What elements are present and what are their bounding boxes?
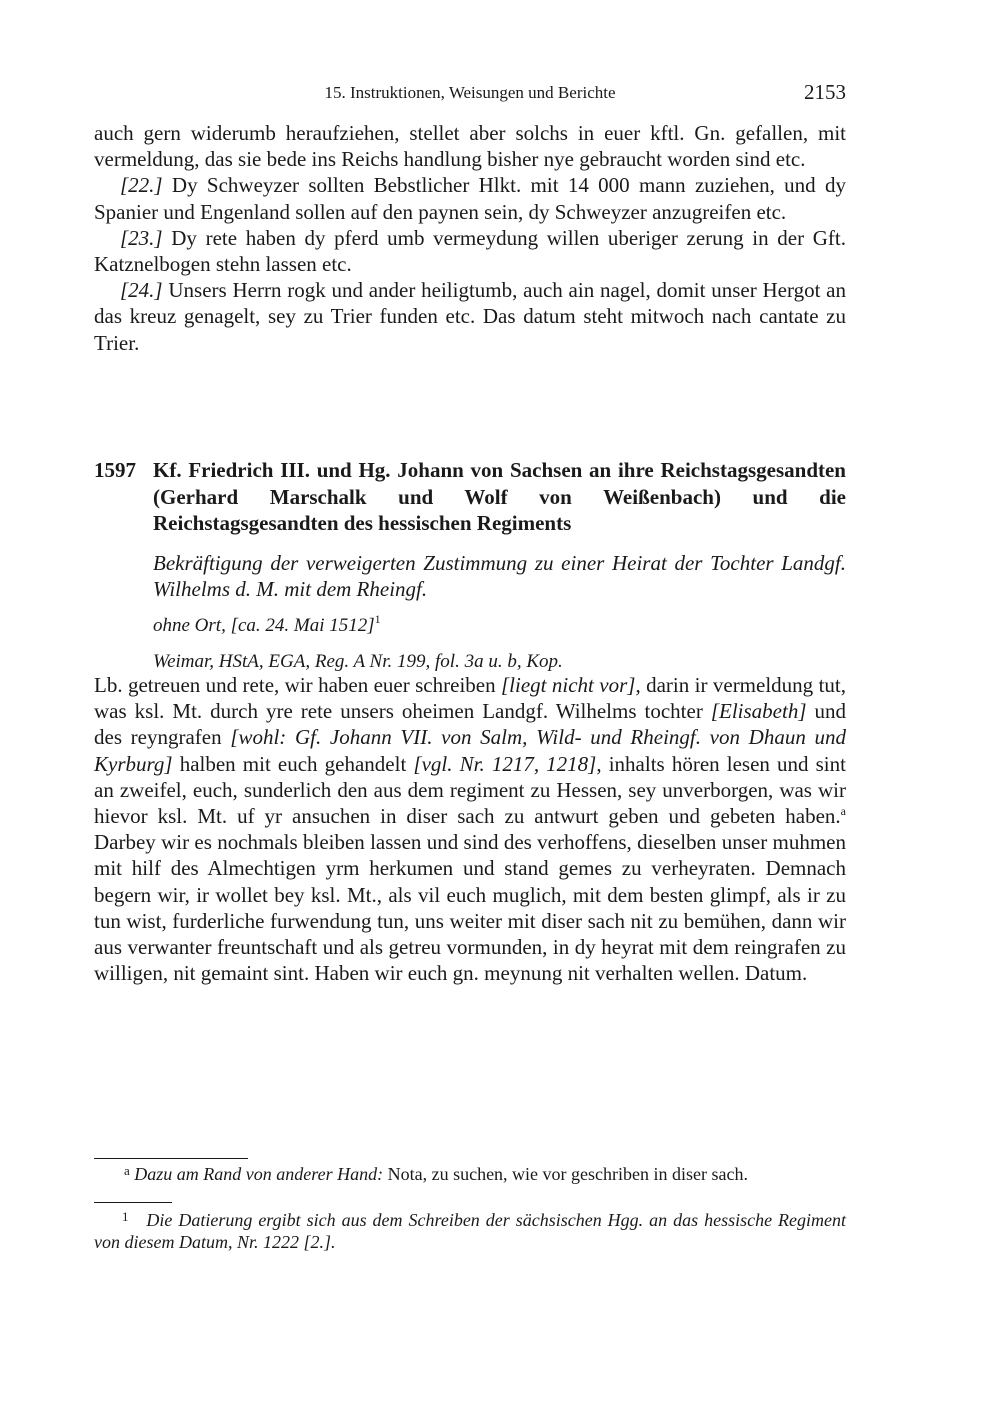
paragraph-number: [23.]	[120, 225, 163, 250]
footnote-divider	[94, 1202, 172, 1203]
paragraph-22: [22.] Dy Schweyzer sollten Bebstlicher Hlkt. mit 14 000 mann zuziehen, und dy Spanier und Engenland sollen auf den paynen sein, dy Schweyzer anzugreifen etc.	[94, 173, 846, 224]
footnote-divider	[94, 1158, 248, 1159]
footnote-ref-a: a	[840, 804, 846, 819]
document-title: Kf. Friedrich III. und Hg. Johann von Sachsen an ihre Reichstagsgesandten (Gerhard Marschalk und Wolf von Weißenbach) und die Reichstagsgesandten des hessischen Regiments	[153, 458, 846, 535]
footnote-a: $^a$ Dazu am Rand von anderer Hand: Nota, zu suchen, wie vor geschriben in diser sach.	[124, 1163, 748, 1184]
paragraph-24: [24.] Unsers Herrn rogk und ander heiligtumb, auch ain nagel, domit unser Hergot an das kreuz genagelt, sey zu Trier funden etc. Das datum steht mitwoch nach cantate zu Trier.	[94, 278, 846, 355]
paragraph-number: [24.]	[120, 278, 163, 303]
paragraph-23: [23.] Dy rete haben dy pferd umb vermeydung willen uberiger zerung in der Gft. Katznelbogen stehn lassen etc.	[94, 225, 846, 277]
letter-paragraph: Lb. getreuen und rete, wir haben euer schreiben [liegt nicht vor], darin ir vermeldung tut, was ksl. Mt. durch yre rete unsers oheimen Landgf. Wilhelms tochter [Elisabeth] und des reyngrafen [wohl: Gf. Johann VII. von Salm, Wild- und Rheingf. von Dhaun und Kyrburg] halben mit euch gehandelt [vgl. Nr. 1217, 1218], inhalts hören lesen und sint an zweifel, euch, sunderlich den aus dem regiment zu Hessen, sey unverborgen, was wir hievor ksl. Mt. uf yr ansuchen in diser sach zu antwurt geben und gebeten haben.$^a$ Darbey wir es nochmals bleiben lassen und sind des verhoffens, dieselben unser muhmen mit hilf des Almechtigen yrm herkumen und stand gemes zu verheyraten. Demnach begern wir, ir wollet bey ksl. Mt., als vil euch muglich, mit dem besten glimpf, als ir zu tun wist, furderliche furwendung tun, uns weiter mit diser sach nit zu bemühen, dann wir aus verwanter freuntschaft und als getreu vormunden, in dy heyrat mit dem reingrafen zu willigen, nit gemaint sint. Haben wir euch gn. meynung nit verhalten wellen. Datum.	[94, 673, 847, 986]
document-number: 1597	[94, 458, 136, 482]
document-source: Weimar, HStA, EGA, Reg. A Nr. 199, fol. 3a u. b, Kop.	[153, 650, 563, 672]
running-head	[94, 80, 846, 106]
footnote-mark: 1	[122, 1209, 129, 1224]
document-regest: Bekräftigung der verweigerten Zustimmung zu einer Heirat der Tochter Landgf. Wilhelms d. M. mit dem Rheingf.	[153, 550, 846, 601]
document-heading	[94, 457, 846, 674]
paragraph-number: [22.]	[120, 173, 163, 198]
page-number: 2153	[804, 80, 846, 104]
footnote-ref-1: 1	[374, 611, 381, 626]
document-date: ohne Ort, [ca. 24. Mai 1512]$^1$	[153, 611, 381, 636]
footnote-1: $^1$ Die Datierung ergibt sich aus dem Schreiben der sächsischen Hgg. an das hessische Regiment von diesem Datum, Nr. 1222 [2.].	[94, 1209, 847, 1252]
paragraph-continued: auch gern widerumb heraufziehen, stellet aber solchs in euer kftl. Gn. gefallen, mit vermeldung, das sie bede ins Reichs handlung bisher nye gebraucht worden sind etc.	[94, 121, 846, 172]
letter-text	[94, 672, 846, 986]
continued-text	[94, 120, 846, 356]
running-title: 15. Instruktionen, Weisungen und Berichte	[324, 83, 616, 102]
